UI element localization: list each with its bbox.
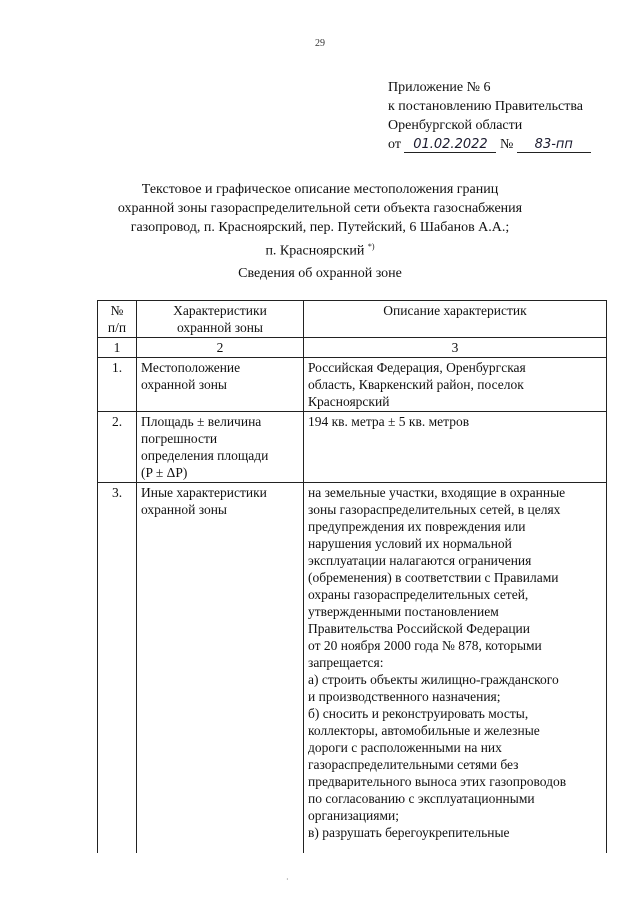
row-description <box>304 483 607 854</box>
row-characteristic <box>137 358 304 412</box>
appendix-line-2: к постановлению Правительства <box>388 99 584 114</box>
row-description-line: и производственного назначения; <box>308 689 501 704</box>
date-prefix: от <box>388 137 401 152</box>
appendix-line-1: Приложение № 6 <box>388 80 491 95</box>
column-number: 1 <box>98 338 137 358</box>
header-col-characteristics-line: охранной зоны <box>176 320 263 335</box>
row-description-line: коллекторы, автомобильные и железные <box>308 723 540 738</box>
header-col-description: Описание характеристик <box>304 301 607 338</box>
footnote-mark: *) <box>367 242 375 251</box>
column-number-row <box>98 338 607 358</box>
title-line-1: Текстовое и графическое описание местоположения границ <box>141 182 499 197</box>
title-line-2: охранной зоны газораспределительной сети объекта газоснабжения <box>117 201 523 216</box>
scan-dot: · <box>286 875 289 884</box>
row-number: 2. <box>98 412 137 483</box>
header-col-characteristics-line: Характеристики <box>173 303 267 318</box>
row-description-line: по согласованию с эксплуатационными <box>308 791 535 806</box>
header-col-characteristics <box>137 301 304 338</box>
row-description-line: охраны газораспределительных сетей, <box>308 587 529 602</box>
row-characteristic-line: Площадь ± величина <box>141 414 262 429</box>
header-col-number-line: № <box>110 303 124 318</box>
handwritten-date: 01.02.2022 <box>404 137 496 153</box>
row-description-line: предварительного выноса этих газопроводов <box>308 774 567 789</box>
zone-info-table <box>97 300 607 853</box>
page-number: 29 <box>315 38 325 49</box>
row-number: 3. <box>98 483 137 854</box>
column-number: 2 <box>137 338 304 358</box>
row-description-line: Российская Федерация, Оренбургская <box>308 360 526 375</box>
row-characteristic-line: погрешности <box>141 431 218 446</box>
table-row <box>98 412 607 483</box>
row-description-line: б) сносить и реконструировать мосты, <box>308 706 529 721</box>
table-row <box>98 483 607 854</box>
column-number: 3 <box>304 338 607 358</box>
table-row <box>98 358 607 412</box>
row-description-line: газораспределительными сетями без <box>308 757 519 772</box>
number-prefix: № <box>499 137 514 152</box>
row-description-line: 194 кв. метра ± 5 кв. метров <box>308 414 470 429</box>
row-description-line: нарушения условий их нормальной <box>308 536 512 551</box>
row-description-line: Красноярский <box>308 394 390 409</box>
row-description-line: эксплуатации налагаются ограничения <box>308 553 532 568</box>
row-description-line: утвержденными постановлением <box>308 604 499 619</box>
title-line-3: газопровод, п. Красноярский, пер. Путейский, 6 Шабанов А.А.; <box>130 220 510 235</box>
document-title <box>40 180 600 261</box>
row-description-line: от 20 ноября 2000 года № 878, которыми <box>308 638 542 653</box>
row-description <box>304 412 607 483</box>
header-col-number-line: п/п <box>107 320 127 335</box>
table-header-row <box>98 301 607 338</box>
row-number: 1. <box>98 358 137 412</box>
title-line-4: п. Красноярский <box>265 243 365 259</box>
row-characteristic-line: (P ± ΔP) <box>141 465 188 480</box>
row-characteristic-line: охранной зоны <box>141 377 228 392</box>
row-description-line: область, Кваркенский район, поселок <box>308 377 524 392</box>
row-description-line: зоны газораспределительных сетей, в целях <box>308 502 561 517</box>
row-characteristic <box>137 412 304 483</box>
row-description-line: а) строить объекты жилищно-гражданского <box>308 672 559 687</box>
row-description-line: запрещается: <box>308 655 384 670</box>
row-description <box>304 358 607 412</box>
row-description-line: в) разрушать берегоукрепительные <box>308 825 510 840</box>
appendix-line-3: Оренбургской области <box>388 118 523 133</box>
title-line-4-wrap <box>40 237 600 261</box>
row-description-line: на земельные участки, входящие в охранные <box>308 485 566 500</box>
section-subtitle: Сведения об охранной зоне <box>238 266 402 281</box>
row-description-line: Правительства Российской Федерации <box>308 621 530 636</box>
row-characteristic-line: охранной зоны <box>141 502 228 517</box>
header-col-number <box>98 301 137 338</box>
row-characteristic <box>137 483 304 854</box>
row-description-line: дороги с расположенными на них <box>308 740 502 755</box>
row-description-line: (обременения) в соответствии с Правилами <box>308 570 559 585</box>
row-description-line: организациями; <box>308 808 399 823</box>
row-characteristic-line: определения площади <box>141 448 269 463</box>
appendix-block <box>388 78 591 154</box>
row-characteristic-line: Местоположение <box>141 360 241 375</box>
row-description-line: предупреждения их повреждения или <box>308 519 526 534</box>
row-characteristic-line: Иные характеристики <box>141 485 267 500</box>
appendix-date-line <box>388 135 591 154</box>
handwritten-number: 83-пп <box>517 137 591 153</box>
